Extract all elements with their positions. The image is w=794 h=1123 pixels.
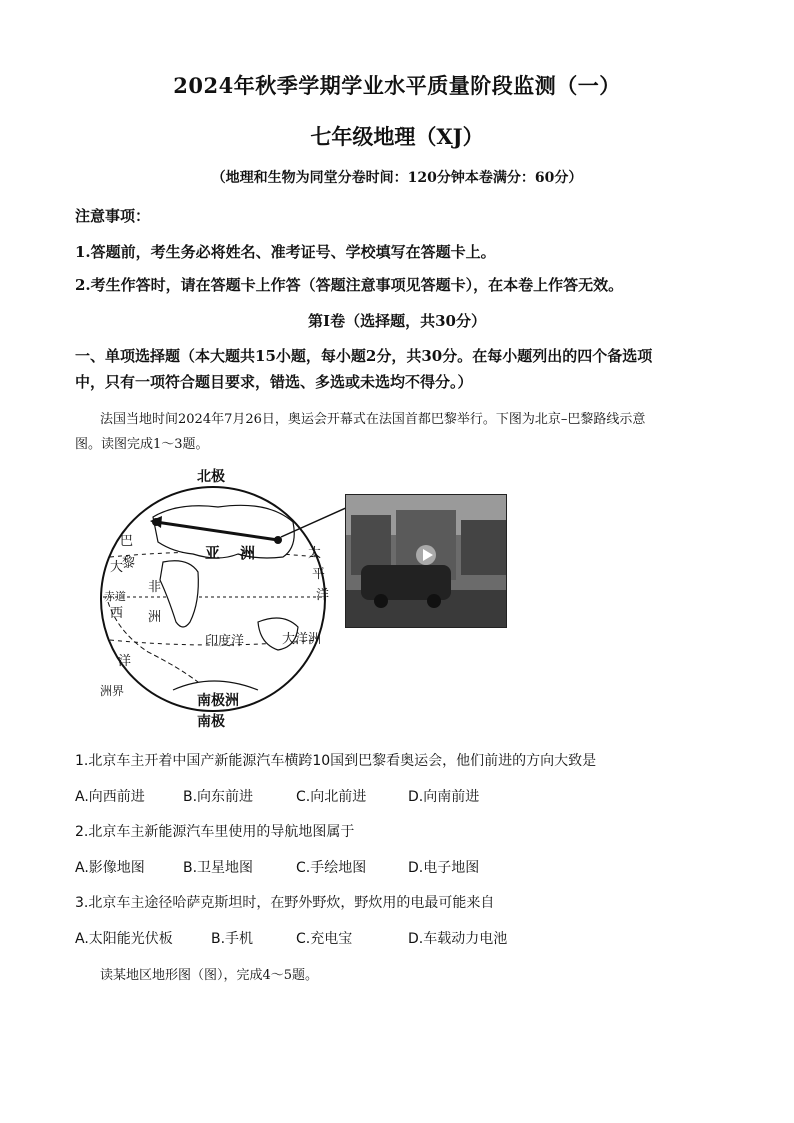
page-subtitle: 七年级地理（XJ） <box>310 124 484 149</box>
africa-label-1: 非 <box>148 580 162 595</box>
paris-street-photo <box>345 494 507 628</box>
asia-label-1: 亚 <box>205 544 221 562</box>
paris-label: 巴 <box>120 534 134 549</box>
indian-ocean-label: 印度洋 <box>205 634 245 649</box>
south-pole-label: 南极 <box>197 714 225 730</box>
oceania-label: 大洋洲 <box>282 632 322 647</box>
notice-heading: 注意事项： <box>75 207 151 225</box>
notice-item-2: 2.考生作答时，请在答题卡上作答（答题注意事项见答题卡），在本卷上作答无效。 <box>75 276 624 294</box>
question-1-stem: 1.北京车主开着中国产新能源汽车横跨10国到巴黎看奥运会，他们前进的方向大致是 <box>75 753 597 769</box>
atlantic-label-2: 西 <box>110 606 124 621</box>
africa-label-2: 洲 <box>148 610 162 625</box>
q1-option-b: B.向东前进 <box>183 789 254 805</box>
atlantic-label-3: 洋 <box>118 654 132 669</box>
q3-option-d: D.车载动力电池 <box>408 931 508 947</box>
atlantic-label-1: 大 <box>110 560 124 575</box>
section-title: 第Ⅰ卷（选择题，共30分） <box>308 312 486 330</box>
notice-item-1: 1.答题前，考生务必将姓名、准考证号、学校填写在答题卡上。 <box>75 243 496 261</box>
pacific-label-1: 太 <box>308 546 322 561</box>
q3-option-c: C.充电宝 <box>296 931 353 947</box>
equator-label: 赤道 <box>104 590 126 603</box>
q1-option-c: C.向北前进 <box>296 789 367 805</box>
question-2-stem: 2.北京车主新能源汽车里使用的导航地图属于 <box>75 824 355 840</box>
exam-info: （地理和生物为同堂分卷时间：120分钟本卷满分：60分） <box>211 170 583 186</box>
question-3-stem: 3.北京车主途径哈萨克斯坦时，在野外野炊，野炊用的电最可能来自 <box>75 895 495 911</box>
q1-option-a: A.向西前进 <box>75 789 145 805</box>
next-intro: 读某地区地形图（图），完成4～5题。 <box>100 968 319 983</box>
page-title: 2024年秋季学期学业水平质量阶段监测（一） <box>173 73 621 98</box>
q3-option-b: B.手机 <box>211 931 254 947</box>
asia-label-2: 洲 <box>240 544 256 562</box>
intro-line-2: 图。读图完成1～3题。 <box>75 437 209 452</box>
q2-option-a: A.影像地图 <box>75 860 145 876</box>
li-label: 黎 <box>122 556 136 571</box>
q2-option-c: C.手绘地图 <box>296 860 367 876</box>
part1-line-2: 中，只有一项符合题目要求，错选、多选或未选均不得分。） <box>75 373 473 391</box>
q1-option-d: D.向南前进 <box>408 789 480 805</box>
pacific-label-2: 平 <box>312 567 326 582</box>
part1-line-1: 一、单项选择题（本大题共15小题，每小题2分，共30分。在每小题列出的四个备选项 <box>75 347 653 365</box>
pacific-label-3: 洋 <box>316 588 330 603</box>
q2-option-d: D.电子地图 <box>408 860 480 876</box>
q3-option-a: A.太阳能光伏板 <box>75 931 173 947</box>
continent-boundary-label: 洲界 <box>100 684 125 698</box>
intro-line-1: 法国当地时间2024年7月26日，奥运会开幕式在法国首都巴黎举行。下图为北京–巴黎路线示意 <box>100 412 646 427</box>
q2-option-b: B.卫星地图 <box>183 860 254 876</box>
antarctica-label: 南极洲 <box>197 693 239 709</box>
north-pole-label: 北极 <box>197 469 225 485</box>
